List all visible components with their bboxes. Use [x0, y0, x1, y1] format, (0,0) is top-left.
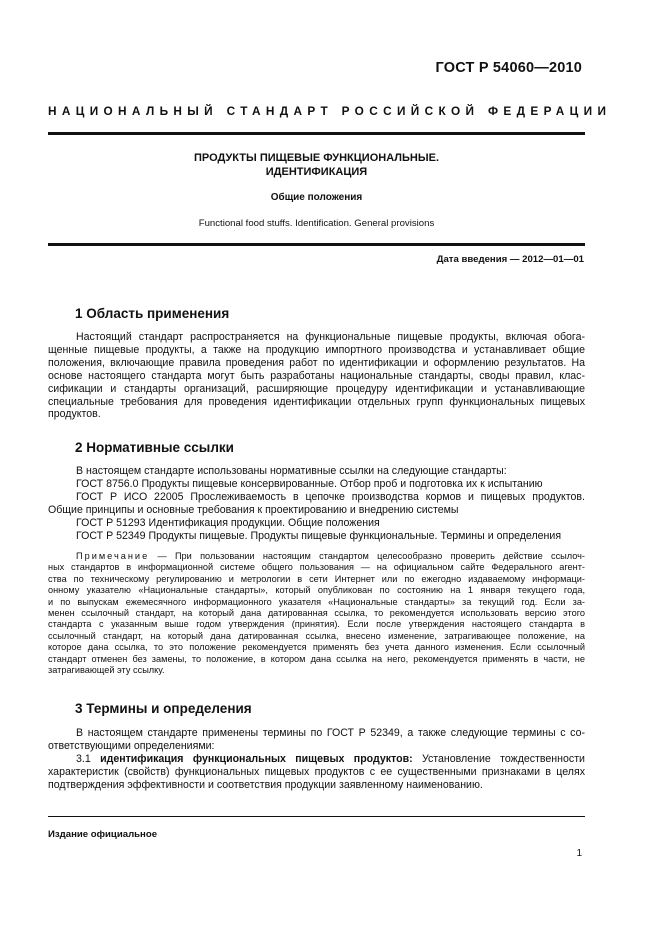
note-line: менен ссылочный стандарт, на который дана датированная ссылка, то рекомендуется использовать версию этого — [48, 608, 585, 619]
note-line: ссылочный стандарт, на который дана датированная ссылка, внесено изменение, затрагивающее положение, на — [48, 630, 585, 641]
section3-heading: 3 Термины и определения — [75, 701, 252, 716]
term-definition: Установление тождественности — [421, 752, 585, 765]
text-line: Настоящий стандарт распространяется на функциональные пищевые продукты, включая обога- — [76, 331, 585, 343]
text-line: В настоящем стандарте использованы нормативные ссылки на следующие стандарты: — [76, 465, 507, 477]
section2-text — [48, 465, 585, 542]
doc-title-line1: ПРОДУКТЫ ПИЩЕВЫЕ ФУНКЦИОНАЛЬНЫЕ. — [193, 152, 440, 164]
note-line: ства по техническому регулированию и метрологии в сети Интернет или по ежегодно издаваемому информаци- — [48, 573, 585, 584]
note-line: и по выпускам ежемесячного информационного указателя «Национальные стандарты» за текущий год. Если за- — [48, 596, 585, 607]
page-number: 1 — [576, 848, 582, 859]
note-line: стандарт отменен без замены, то положение, в котором дана ссылка на него, рекомендуется применять в части, не — [48, 653, 585, 664]
section1-heading: 1 Область применения — [75, 306, 230, 321]
reference-item: ГОСТ Р 52349 Продукты пищевые. Продукты пищевые функциональные. Термины и определения — [76, 529, 562, 542]
reference-item: ГОСТ Р 51293 Идентификация продукции. Общие положения — [76, 516, 380, 529]
term-name: идентификация функциональных пищевых продуктов: — [100, 752, 413, 765]
national-standard-banner: НАЦИОНАЛЬНЫЙ СТАНДАРТ РОССИЙСКОЙ ФЕДЕРАЦИИ — [48, 104, 612, 118]
text-line: характеристик (свойств) функциональных пищевых продуктов с ее существенными признаками в целях — [48, 765, 585, 778]
title-rule — [48, 243, 585, 246]
text-line: продуктов. — [48, 408, 101, 421]
introduction-date: Дата введения — 2012—01—01 — [436, 254, 584, 265]
reference-item: ГОСТ Р ИСО 22005 Прослеживаемость в цепочке производства кормов и пищевых продуктов. — [76, 490, 585, 503]
text-line: основе настоящего стандарта могут быть разработаны национальные стандарты, своды правил, клас- — [48, 369, 585, 382]
term-entry — [48, 753, 585, 766]
doc-subtitle: Общие положения — [270, 192, 363, 203]
text-line: щенные пищевые продукты, а также на продукцию импортного производства и устанавливает общие — [48, 343, 585, 356]
section2-heading: 2 Нормативные ссылки — [75, 440, 234, 455]
text-line: подтверждения эффективности и соответствия продукции заявленному наименованию. — [48, 778, 483, 791]
note-label: Примечание — [76, 551, 150, 561]
section2-note — [48, 551, 585, 676]
footer-rule — [48, 816, 585, 817]
note-line: онному указателю «Национальные стандарты», который опубликован по состоянию на 1 января текущего года, — [48, 585, 585, 596]
note-line: стандарта с указанным выше годом утверждения (принятия). Если после утверждения настоящего стандарта в — [48, 619, 585, 630]
note-line: которое дана ссылка, то это положение рекомендуется применять без учета данного изменения. Если ссылочный — [48, 642, 585, 653]
text-line: ответствующими определениями: — [48, 739, 215, 752]
reference-item-cont: Общие принципы и основные требования к проектированию и внедрению системы — [48, 503, 459, 516]
english-title: Functional food stuffs. Identification. General provisions — [198, 218, 435, 229]
official-edition-label: Издание официальное — [48, 829, 158, 840]
note-line: ных стандартов в информационной системе общего пользования — на официальном сайте Федерального агент- — [48, 562, 585, 573]
top-rule — [48, 132, 585, 135]
text-line: сификации и стандарты организаций, расширяющие процедуру идентификации и устанавливающие — [48, 382, 585, 395]
reference-item: ГОСТ 8756.0 Продукты пищевые консервированные. Отбор проб и подготовка их к испытанию — [76, 477, 543, 490]
note-line: затрагивающей эту ссылку. — [48, 665, 165, 676]
document-code: ГОСТ Р 54060—2010 — [435, 60, 582, 76]
section1-text — [48, 331, 585, 421]
text-line: специальные требования для проведения идентификации отдельных групп функциональных пищевых — [48, 395, 585, 408]
section3-text — [48, 727, 585, 792]
text-line: положения, включающие правила проведения работ по идентификации и оформлению результатов. На — [48, 356, 585, 369]
note-line: — При пользовании настоящим стандартом целесообразно проверить действие ссылоч- — [149, 551, 585, 561]
doc-title-line2: ИДЕНТИФИКАЦИЯ — [265, 166, 368, 178]
term-number: 3.1 — [76, 752, 91, 765]
text-line: В настоящем стандарте применены термины по ГОСТ Р 52349, а также следующие термины с со- — [76, 727, 585, 739]
